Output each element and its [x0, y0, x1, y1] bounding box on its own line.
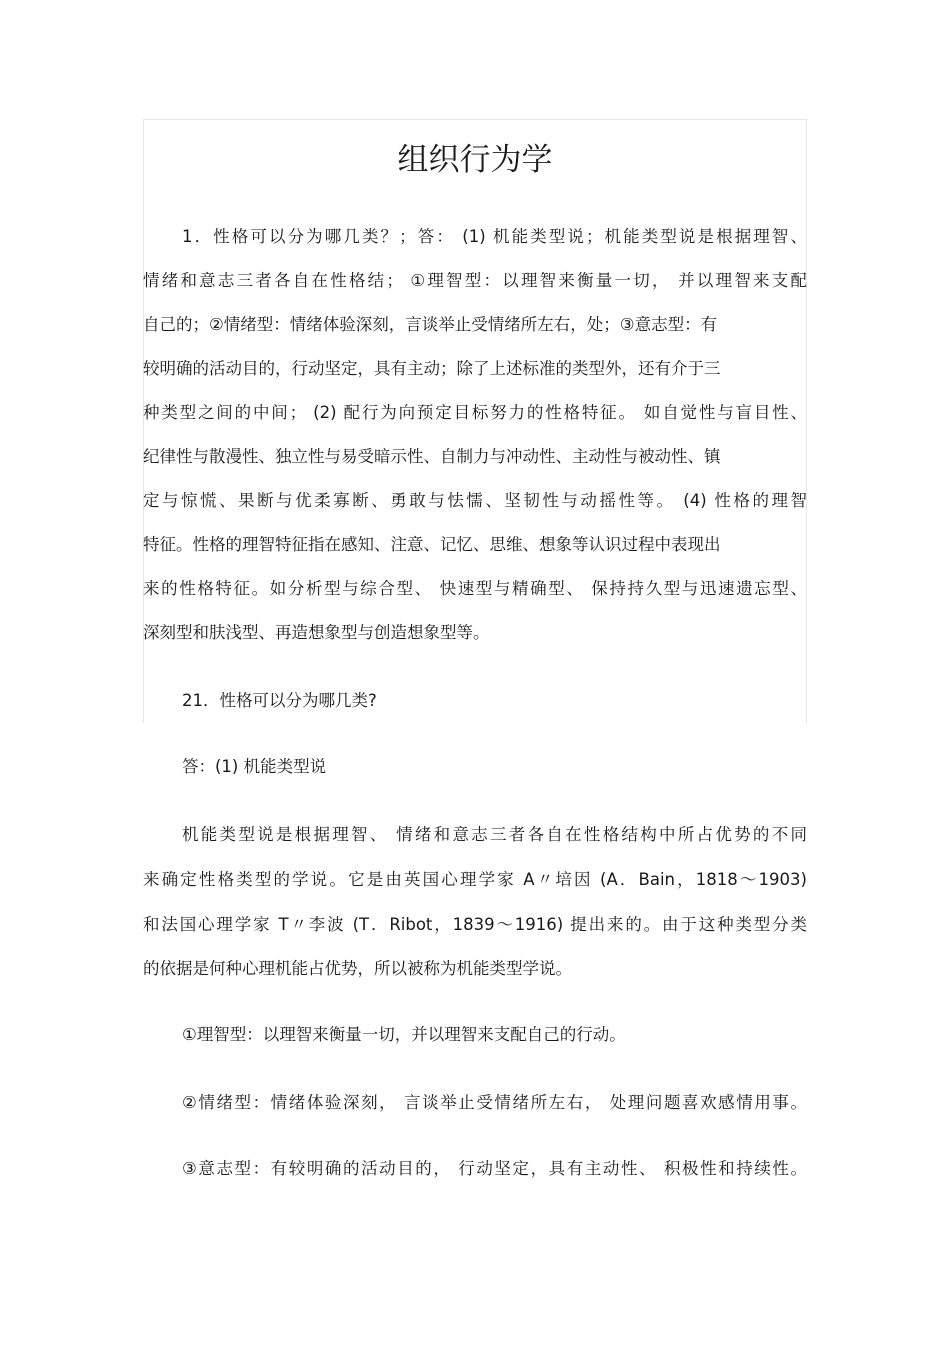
q1-line-5: 种类型之间的中间； (2) 配行为向预定目标努力的性格特征。 如自觉性与盲目性、 [143, 403, 807, 422]
q1-line-10: 深刻型和肤浅型、再造想象型与创造想象型等。 [143, 623, 490, 642]
q1-line-1: 1．性格可以分为哪几类？；答： (1) 机能类型说；机能类型说是根据理智、 [182, 227, 807, 246]
q1-line-2: 情绪和意志三者各自在性格结； ①理智型：以理智来衡量一切， 并以理智来支配 [143, 271, 807, 290]
q1-line-7: 定与惊慌、果断与优柔寡断、勇敢与怯懦、坚韧性与动摇性等。 (4) 性格的理智 [143, 491, 807, 510]
document-title: 组织行为学 [397, 142, 553, 178]
theory-line-2: 来确定性格类型的学说。它是由英国心理学家 A〃培因 (A．Bain，1818～1903) [143, 870, 807, 889]
theory-line-1: 机能类型说是根据理智、 情绪和意志三者各自在性格结构中所占优势的不同 [182, 825, 807, 844]
answer-label: 答：(1) 机能类型说 [182, 757, 327, 776]
q1-line-6: 纪律性与散漫性、独立性与易受暗示性、自制力与冲动性、主动性与被动性、镇 [143, 447, 721, 466]
type-will: ③意志型：有较明确的活动目的， 行动坚定，具有主动性、 积极性和持续性。 [182, 1159, 807, 1178]
theory-line-4: 的依据是何种心理机能占优势，所以被称为机能类型学说。 [143, 959, 572, 978]
q21-heading: 21．性格可以分为哪几类? [182, 691, 377, 710]
type-emotional: ②情绪型：情绪体验深刻， 言谈举止受情绪所左右， 处理问题喜欢感情用事。 [182, 1093, 807, 1112]
q1-line-8: 特征。性格的理智特征指在感知、注意、记忆、思维、想象等认识过程中表现出 [143, 535, 721, 554]
q1-line-9: 来的性格特征。如分析型与综合型、 快速型与精确型、 保持持久型与迅速遗忘型、 [143, 579, 807, 598]
theory-line-3: 和法国心理学家 T〃李波 (T．Ribot，1839～1916) 提出来的。由于这种类型分类 [143, 915, 807, 934]
type-rational: ①理智型：以理智来衡量一切，并以理智来支配自己的行动。 [182, 1025, 626, 1044]
q1-line-4: 较明确的活动目的，行动坚定，具有主动；除了上述标准的类型外，还有介于三 [143, 359, 721, 378]
q1-line-3: 自己的；②情绪型：情绪体验深刻，言谈举止受情绪所左右，处；③意志型：有 [143, 315, 718, 334]
